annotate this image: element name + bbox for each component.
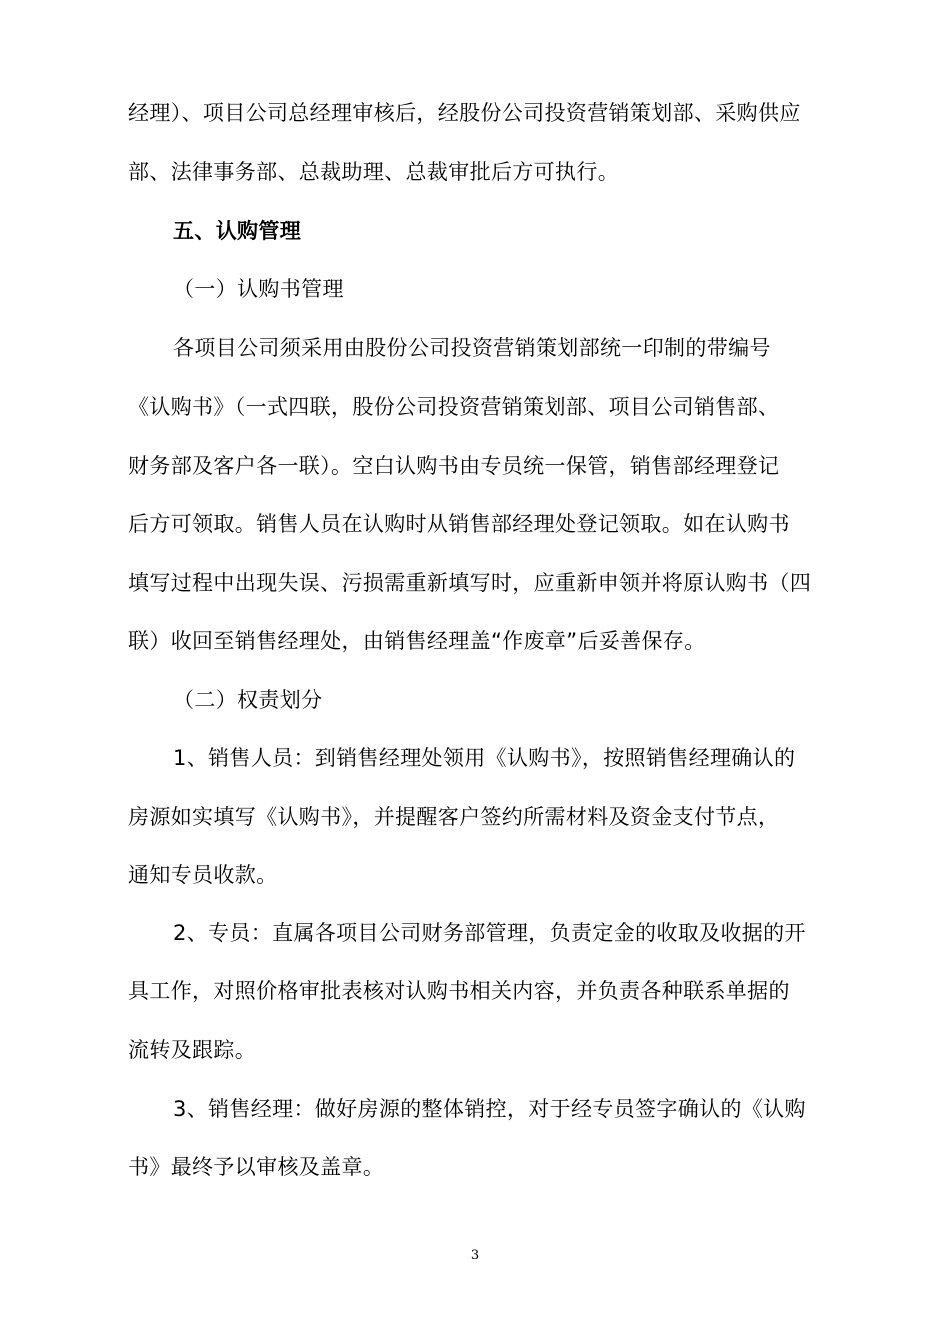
paragraph-line: 经理）、项目公司总经理审核后，经股份公司投资营销策划部、采购供应 — [128, 101, 801, 125]
paragraph-line: 各项目公司须采用由股份公司投资营销策划部统一印制的带编号 — [173, 336, 771, 360]
subsection-heading: （二）权责划分 — [173, 688, 323, 712]
section-heading: 五、认购管理 — [173, 219, 302, 243]
paragraph-line: 房源如实填写《认购书》，并提醒客户签约所需材料及资金支付节点， — [128, 805, 780, 829]
paragraph-line: 通知专员收款。 — [128, 863, 278, 887]
paragraph-line: 填写过程中出现失误、污损需重新填写时，应重新申领并将原认购书（四 — [128, 571, 812, 595]
paragraph-line: 财务部及客户各一联）。空白认购书由专员统一保管，销售部经理登记 — [128, 454, 780, 478]
subsection-heading: （一）认购书管理 — [173, 277, 344, 301]
page-number: 3 — [470, 1248, 480, 1263]
paragraph-line: 部、法律事务部、总裁助理、总裁审批后方可执行。 — [128, 160, 620, 184]
paragraph-line: 具工作，对照价格审批表核对认购书相关内容，并负责各种联系单据的 — [128, 979, 790, 1003]
paragraph-line: 1、销售人员：到销售经理处领用《认购书》，按照销售经理确认的 — [173, 746, 796, 770]
paragraph-line: 3、销售经理：做好房源的整体销控，对于经专员签字确认的《认购 — [173, 1097, 806, 1121]
paragraph-line: 联）收回至销售经理处，由销售经理盖“作废章”后妥善保存。 — [128, 629, 706, 653]
paragraph-line: 书》最终予以审核及盖章。 — [128, 1155, 385, 1179]
paragraph-line: 2、专员：直属各项目公司财务部管理，负责定金的收取及收据的开 — [173, 921, 806, 945]
paragraph-line: 后方可领取。销售人员在认购时从销售部经理处登记领取。如在认购书 — [128, 512, 790, 536]
paragraph-line: 流转及跟踪。 — [128, 1038, 257, 1062]
paragraph-line: 《认购书》（一式四联，股份公司投资营销策划部、项目公司销售部、 — [128, 395, 780, 419]
